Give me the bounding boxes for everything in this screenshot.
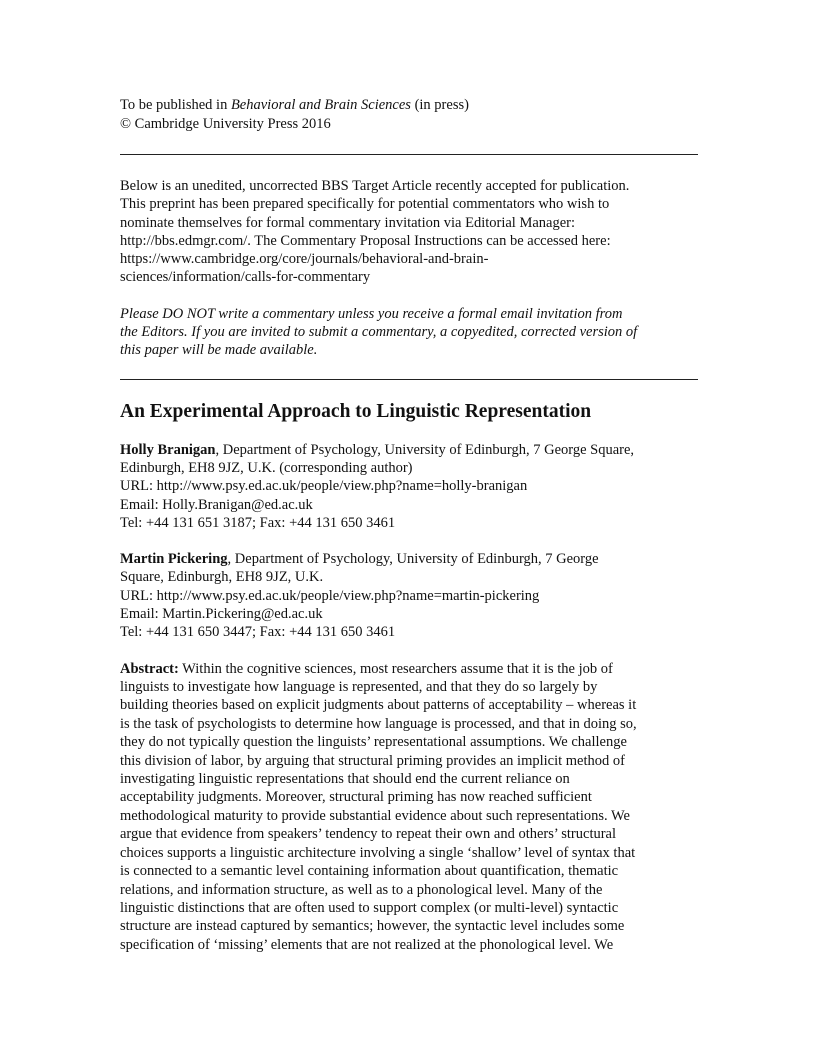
author-affiliation-line: Martin Pickering, Department of Psychology, University of Edinburgh, 7 George	[120, 551, 599, 568]
abstract-line: methodological maturity to provide substantial evidence about such representations. We	[120, 807, 630, 824]
commentary-warning	[120, 305, 698, 360]
notice-line: This preprint has been prepared specifically for potential commentators who wish to	[120, 196, 610, 213]
abstract-line: investigating linguistic representations that should end the current reliance on	[120, 771, 570, 788]
copyright-line: © Cambridge University Press 2016	[120, 116, 331, 132]
author-phone: Tel: +44 131 651 3187; Fax: +44 131 650 3461	[120, 514, 396, 531]
abstract-line: Abstract: Within the cognitive sciences, most researchers assume that it is the job of	[120, 660, 613, 677]
publication-line: To be published in Behavioral and Brain Sciences (in press)	[120, 97, 469, 113]
abstract-line: linguistic distinctions that are often used to support complex (or multi-level) syntactic	[120, 899, 619, 916]
author-phone: Tel: +44 131 650 3447; Fax: +44 131 650 3461	[120, 624, 396, 641]
divider	[120, 154, 698, 155]
article-title: An Experimental Approach to Linguistic Representation	[120, 400, 592, 422]
abstract-line: is the task of psychologists to determine how language is processed, and that in doing so,	[120, 715, 637, 732]
abstract-line: argue that evidence from speakers’ tendency to repeat their own and others’ structural	[120, 826, 617, 843]
author-block-branigan	[120, 441, 698, 532]
publication-info	[120, 96, 698, 134]
document-page	[120, 96, 698, 954]
author-url: URL: http://www.psy.ed.ac.uk/people/view.php?name=martin-pickering	[120, 587, 540, 604]
author-affiliation-line: Square, Edinburgh, EH8 9JZ, U.K.	[120, 569, 324, 586]
abstract-line: linguists to investigate how language is represented, and that they do so largely by	[120, 679, 598, 696]
abstract-line: this division of labor, by arguing that structural priming provides an implicit method of	[120, 752, 625, 769]
warning-line: this paper will be made available.	[120, 342, 318, 359]
author-name: Martin Pickering	[120, 551, 228, 568]
notice-line: nominate themselves for formal commentary invitation via Editorial Manager:	[120, 214, 576, 231]
notice-line: sciences/information/calls-for-commentary	[120, 269, 371, 286]
abstract-line: structure are instead captured by semantics; however, the syntactic level includes some	[120, 918, 625, 935]
abstract-line: building theories based on explicit judgments about patterns of acceptability – whereas it	[120, 697, 637, 714]
abstract-label: Abstract:	[120, 660, 179, 677]
abstract-line: they do not typically question the linguists’ representational assumptions. We challenge	[120, 734, 627, 751]
author-email: Email: Holly.Branigan@ed.ac.uk	[120, 496, 313, 513]
journal-name: Behavioral and Brain Sciences	[230, 97, 411, 113]
author-name: Holly Branigan	[120, 441, 216, 458]
abstract-line: specification of ‘missing’ elements that are not realized at the phonological level. We	[120, 936, 614, 953]
divider	[120, 379, 698, 380]
author-affiliation-line: Edinburgh, EH8 9JZ, U.K. (corresponding author)	[120, 459, 413, 476]
author-block-pickering	[120, 550, 698, 641]
warning-line: the Editors. If you are invited to submit a commentary, a copyedited, corrected version of	[120, 324, 638, 341]
preprint-notice	[120, 177, 698, 287]
abstract-line: relations, and information structure, as well as to a phonological level. Many of the	[120, 881, 603, 898]
abstract-line: is connected to a semantic level containing information about quantification, thematic	[120, 863, 619, 880]
notice-line: https://www.cambridge.org/core/journals/behavioral-and-brain-	[120, 251, 489, 268]
author-affiliation-line: Holly Branigan, Department of Psychology, University of Edinburgh, 7 George Square,	[120, 441, 635, 458]
notice-line: Below is an unedited, uncorrected BBS Target Article recently accepted for publication.	[120, 178, 630, 194]
author-email: Email: Martin.Pickering@ed.ac.uk	[120, 606, 323, 623]
notice-line: http://bbs.edmgr.com/. The Commentary Proposal Instructions can be accessed here:	[120, 232, 611, 249]
warning-line: Please DO NOT write a commentary unless you receive a formal email invitation from	[120, 305, 623, 322]
author-url: URL: http://www.psy.ed.ac.uk/people/view.php?name=holly-branigan	[120, 478, 528, 495]
abstract-line: acceptability judgments. Moreover, structural priming has now reached sufficient	[120, 789, 592, 806]
abstract	[120, 660, 698, 955]
abstract-line: choices supports a linguistic architecture involving a single ‘shallow’ level of syntax that	[120, 844, 636, 861]
